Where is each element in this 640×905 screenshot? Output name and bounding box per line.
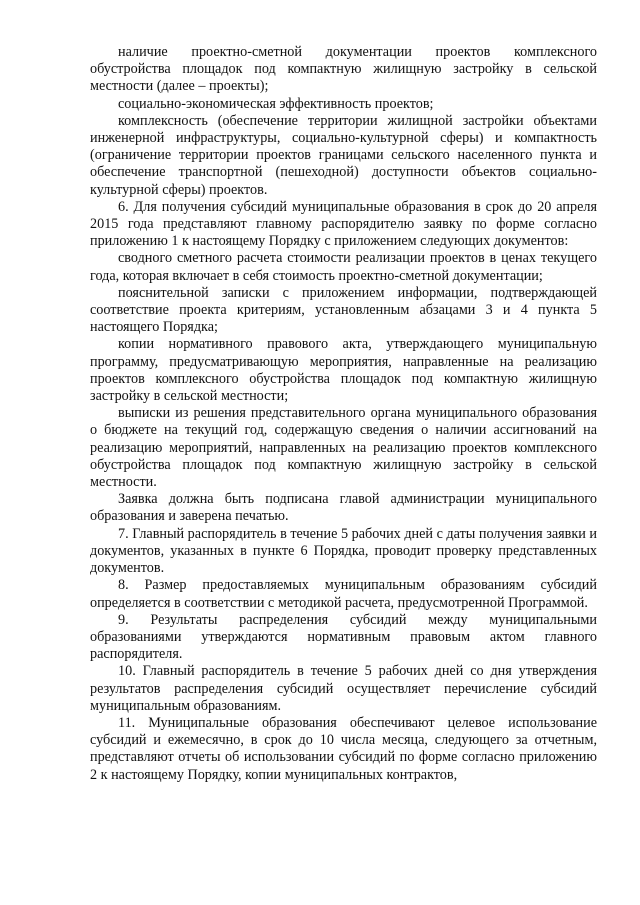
paragraph-signature-requirement: Заявка должна быть подписана главой администрации муниципального образования и заверена печатью.: [90, 491, 597, 525]
paragraph-item-7: 7. Главный распорядитель в течение 5 рабочих дней с даты получения заявки и документов, указанных в пункте 6 Порядка, проводит проверку представленных документов.: [90, 525, 597, 577]
paragraph-explanatory-note: пояснительной записки с приложением информации, подтверждающей соответствие проекта критериям, установленным абзацами 3 и 4 пункта 5 настоящего Порядка;: [90, 284, 597, 336]
paragraph-complexity-compactness: комплексность (обеспечение территории жилищной застройки объектами инженерной инфраструктуры, социально-культурной сферы) и компактность (ограничение территории проектов границами сельского населенного пункта и обеспечение транспортной (пешеходной) доступности объектов социально-культурной сферы) проектов.: [90, 112, 597, 198]
paragraph-item-6: 6. Для получения субсидий муниципальные образования в срок до 20 апреля 2015 года представляют главному распорядителю заявку по форме согласно приложению 1 к настоящему Порядку с приложением следующих документов:: [90, 198, 597, 250]
paragraph-normative-act-copy: копии нормативного правового акта, утверждающего муниципальную программу, предусматривающую мероприятия, направленные на реализацию проектов комплексного обустройства площадок под компактную жилищную застройку в сельской местности;: [90, 336, 597, 405]
paragraph-item-11: 11. Муниципальные образования обеспечивают целевое использование субсидий и ежемесячно, в срок до 10 числа месяца, следующего за отчетным, представляют отчеты об использовании субсидий по форме согласно приложению 2 к настоящему Порядку, копии муниципальных контрактов,: [90, 714, 597, 783]
paragraph-budget-extract: выписки из решения представительного органа муниципального образования о бюджете на текущий год, содержащую сведения о наличии ассигнований на реализацию мероприятий, направленных на реализацию проектов комплексного обустройства площадок под компактную жилищную застройку в сельской местности.: [90, 405, 597, 491]
paragraph-summary-estimate: сводного сметного расчета стоимости реализации проектов в ценах текущего года, которая включает в себя стоимость проектно-сметной документации;: [90, 250, 597, 284]
paragraph-socio-economic-efficiency: социально-экономическая эффективность проектов;: [118, 95, 434, 112]
paragraph-item-10: 10. Главный распорядитель в течение 5 рабочих дней со дня утверждения результатов распределения субсидий осуществляет перечисление субсидий муниципальным образованиям.: [90, 663, 597, 714]
paragraph-design-documentation: наличие проектно-сметной документации проектов комплексного обустройства площадок под компактную жилищную застройку в сельской местности (далее – проекты);: [90, 44, 597, 95]
paragraph-item-8: 8. Размер предоставляемых муниципальным образованиям субсидий определяется в соответствии с методикой расчета, предусмотренной Программой.: [90, 577, 597, 611]
paragraph-item-9: 9. Результаты распределения субсидий между муниципальными образованиями утверждаются нормативным правовым актом главного распорядителя.: [90, 611, 597, 663]
document-body: [90, 44, 597, 784]
